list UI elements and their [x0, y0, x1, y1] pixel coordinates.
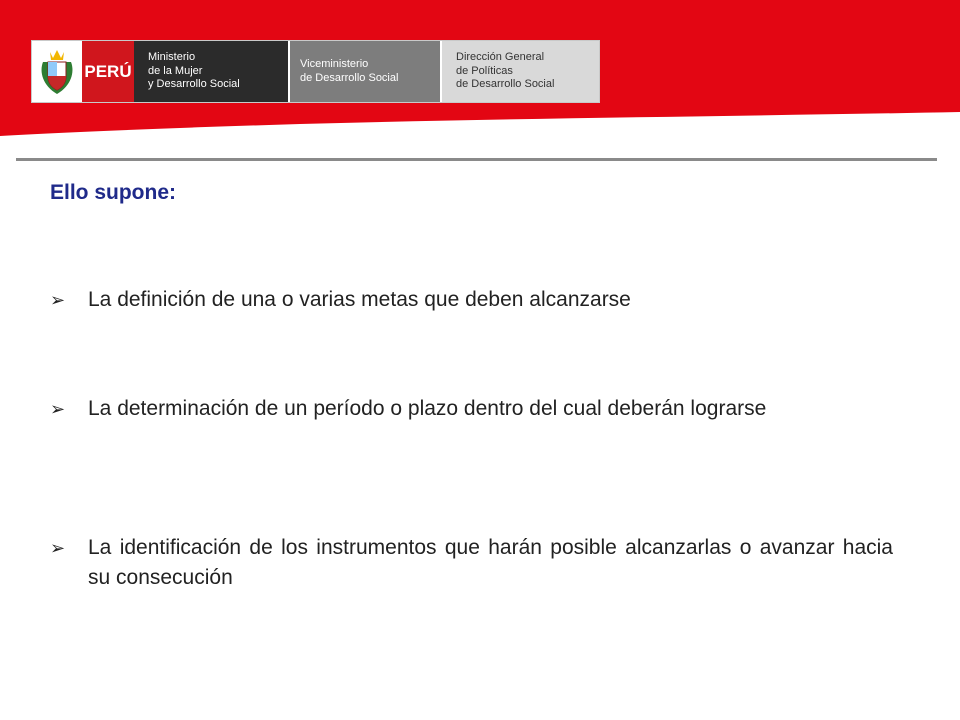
- bullet-item: [50, 394, 893, 424]
- coat-of-arms-icon: [32, 41, 82, 102]
- bullet-text: La identificación de los instrumentos que harán posible alcanzarlas o avanzar hacia su consecución: [88, 536, 893, 589]
- section-heading: Ello supone:: [50, 181, 176, 204]
- bullet-text: La definición de una o varias metas que deben alcanzarse: [88, 288, 631, 311]
- divider: [16, 158, 937, 161]
- bullet-text: La determinación de un período o plazo dentro del cual deberán lograrse: [88, 397, 767, 420]
- ministry-logo: [31, 40, 600, 103]
- bullet-item: [50, 285, 893, 315]
- viceministry-name: Viceministerio de Desarrollo Social: [290, 41, 442, 102]
- arrow-bullet-icon: ➢: [50, 290, 66, 310]
- ministry-name: Ministerio de la Mujer y Desarrollo Social: [134, 41, 290, 102]
- country-label: PERÚ: [82, 41, 134, 102]
- directorate-name: Dirección General de Políticas de Desarrollo Social: [442, 41, 599, 102]
- bullet-item: [50, 533, 893, 593]
- arrow-bullet-icon: ➢: [50, 399, 66, 419]
- arrow-bullet-icon: ➢: [50, 538, 66, 558]
